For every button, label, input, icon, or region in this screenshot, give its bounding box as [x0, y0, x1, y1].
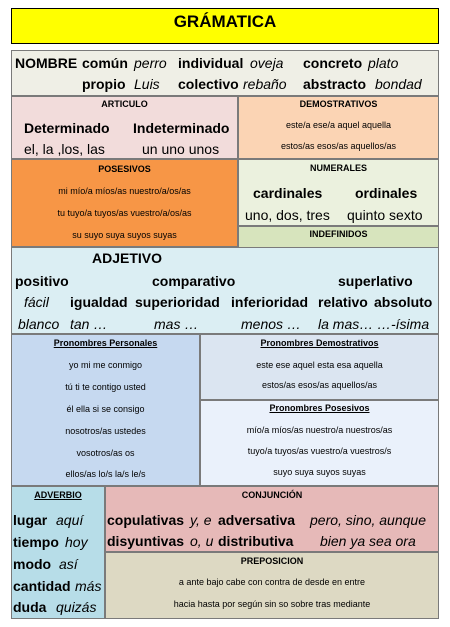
- pron-personales-section: [11, 334, 200, 486]
- numerales-ordinales-ex: quinto sexto: [347, 207, 423, 223]
- posesivos-line3: su suyo suya suyos suyas: [72, 230, 177, 240]
- pron-posesivos-title: Pronombres Posesivos: [269, 403, 370, 413]
- adjetivo-ex-mas: mas …: [154, 316, 199, 332]
- adjetivo-section: [11, 247, 439, 334]
- adjetivo-ex-isima: …-ísima: [377, 316, 430, 332]
- preposicion-title: PREPOSICION: [240, 556, 304, 566]
- conjuncion-copulativas: copulativas: [107, 512, 185, 528]
- pron-posesivos-line1: mío/a míos/as nuestro/a nuestros/as: [246, 425, 393, 435]
- adjetivo-superioridad: superioridad: [135, 294, 220, 310]
- adjetivo-positivo: positivo: [15, 273, 69, 289]
- nombre-comun-ex: perro: [134, 55, 167, 71]
- articulo-section: [11, 96, 238, 159]
- posesivos-line1: mi mío/a míos/as nuestro/a/os/as: [58, 186, 191, 196]
- numerales-ordinales: ordinales: [355, 185, 418, 201]
- adjetivo-ex-lamas: la mas…: [318, 316, 374, 332]
- demostrativos-title: DEMOSTRATIVOS: [299, 99, 378, 109]
- nombre-concreto-ex: plato: [368, 55, 399, 71]
- conjuncion-disyuntivas-ex: o, u: [190, 533, 214, 549]
- pron-demostrativos-line1: este ese aquel esta esa aquella: [256, 360, 383, 370]
- pron-personales-line: él ella si se consigo: [66, 404, 145, 414]
- adverbio-item-label: lugar: [13, 512, 48, 528]
- demostrativos-line2: estos/as esos/as aquellos/as: [280, 141, 397, 151]
- pron-personales-line: tú ti te contigo usted: [65, 382, 146, 392]
- pron-posesivos-line3: suyo suya suyos suyas: [273, 467, 366, 477]
- articulo-determinado-list: el, la ,los, las: [24, 141, 105, 157]
- nombre-colectivo: colectivo: [178, 76, 239, 92]
- adverbio-item-ex: hoy: [65, 534, 88, 550]
- nombre-colectivo-ex: rebaño: [243, 76, 287, 92]
- preposicion-line2: hacia hasta por según sin so sobre tras mediante: [173, 599, 371, 609]
- conjuncion-adversativa: adversativa: [218, 512, 296, 528]
- page-title: GRÁMATICA: [173, 12, 277, 31]
- adjetivo-facil: fácil: [24, 294, 49, 310]
- preposicion-section: [105, 552, 439, 619]
- adjetivo-inferioridad: inferioridad: [231, 294, 309, 310]
- numerales-cardinales: cardinales: [253, 185, 323, 201]
- adverbio-item-label: duda: [13, 599, 47, 615]
- conjuncion-copulativas-ex: y, e: [190, 512, 212, 528]
- preposicion-line1: a ante bajo cabe con contra de desde en entre: [178, 577, 366, 587]
- articulo-determinado: Determinado: [24, 120, 110, 136]
- conjuncion-distributiva-ex: bien ya sea ora: [320, 533, 416, 549]
- conjuncion-disyuntivas: disyuntivas: [107, 533, 185, 549]
- nombre-abstracto-ex: bondad: [375, 76, 422, 92]
- articulo-indeterminado-list: un uno unos: [142, 141, 220, 157]
- adverbio-item-ex: más: [75, 578, 102, 594]
- nombre-comun: común: [82, 55, 128, 71]
- conjuncion-distributiva: distributiva: [218, 533, 294, 549]
- pron-posesivos-section: [200, 400, 439, 486]
- demostrativos-section: [238, 96, 439, 159]
- nombre-individual-ex: oveja: [250, 55, 284, 71]
- adjetivo-superlativo: superlativo: [338, 273, 413, 289]
- adverbio-item-label: tiempo: [13, 534, 59, 550]
- adjetivo-absoluto: absoluto: [374, 294, 433, 310]
- adverbio-item-ex: así: [59, 556, 78, 572]
- numerales-cardinales-ex: uno, dos, tres: [245, 207, 330, 223]
- pron-personales-title: Pronombres Personales: [53, 338, 158, 348]
- pron-demostrativos-line2: estos/as esos/as aquellos/as: [261, 380, 378, 390]
- nombre-abstracto: abstracto: [303, 76, 367, 92]
- numerales-section: [238, 159, 439, 226]
- adverbio-item-ex: aquí: [56, 512, 84, 528]
- pron-demostrativos-section: [200, 334, 439, 400]
- pron-demostrativos-title: Pronombres Demostrativos: [260, 338, 379, 348]
- indefinidos-title: INDEFINIDOS: [309, 229, 368, 239]
- conjuncion-title: CONJUNCIÓN: [241, 490, 303, 500]
- adjetivo-comparativo: comparativo: [152, 273, 236, 289]
- adjetivo-ex-menos: menos …: [241, 316, 301, 332]
- nombre-label: NOMBRE: [15, 55, 78, 71]
- posesivos-section: [11, 159, 238, 247]
- pron-posesivos-line2: tuyo/a tuyos/as vuestro/a vuestros/s: [247, 446, 392, 456]
- title-banner: [11, 8, 439, 44]
- adverbio-item-ex: quizás: [56, 599, 97, 615]
- adjetivo-ex-blanco: blanco: [18, 316, 60, 332]
- pron-personales-line: yo mi me conmigo: [68, 360, 143, 370]
- nombre-section: [11, 50, 439, 96]
- pron-personales-line: nosotros/as ustedes: [65, 426, 146, 436]
- pron-personales-line: vosotros/as os: [76, 448, 135, 458]
- articulo-title: ARTICULO: [101, 99, 148, 109]
- adverbio-item-label: cantidad: [13, 578, 71, 594]
- nombre-propio-ex: Luis: [134, 76, 160, 92]
- adverbio-item-label: modo: [13, 556, 52, 572]
- posesivos-title: POSESIVOS: [98, 164, 151, 174]
- numerales-title: NUMERALES: [309, 163, 367, 173]
- adverbio-section: [11, 486, 105, 619]
- nombre-propio: propio: [82, 76, 126, 92]
- articulo-indeterminado: Indeterminado: [133, 120, 230, 136]
- conjuncion-adversativa-ex: pero, sino, aunque: [310, 512, 426, 528]
- adverbio-title: ADVERBIO: [34, 490, 82, 500]
- nombre-concreto: concreto: [303, 55, 363, 71]
- adjetivo-igualdad: igualdad: [70, 294, 128, 310]
- pron-personales-line: ellos/as lo/s la/s le/s: [65, 469, 146, 479]
- adjetivo-relativo: relativo: [318, 294, 368, 310]
- adjetivo-ex-tan: tan …: [70, 316, 108, 332]
- conjuncion-section: [105, 486, 439, 552]
- nombre-individual: individual: [178, 55, 244, 71]
- demostrativos-line1: este/a ese/a aquel aquella: [285, 120, 392, 130]
- adjetivo-title: ADJETIVO: [92, 250, 163, 266]
- posesivos-line2: tu tuyo/a tuyos/as vuestro/a/os/as: [57, 208, 192, 218]
